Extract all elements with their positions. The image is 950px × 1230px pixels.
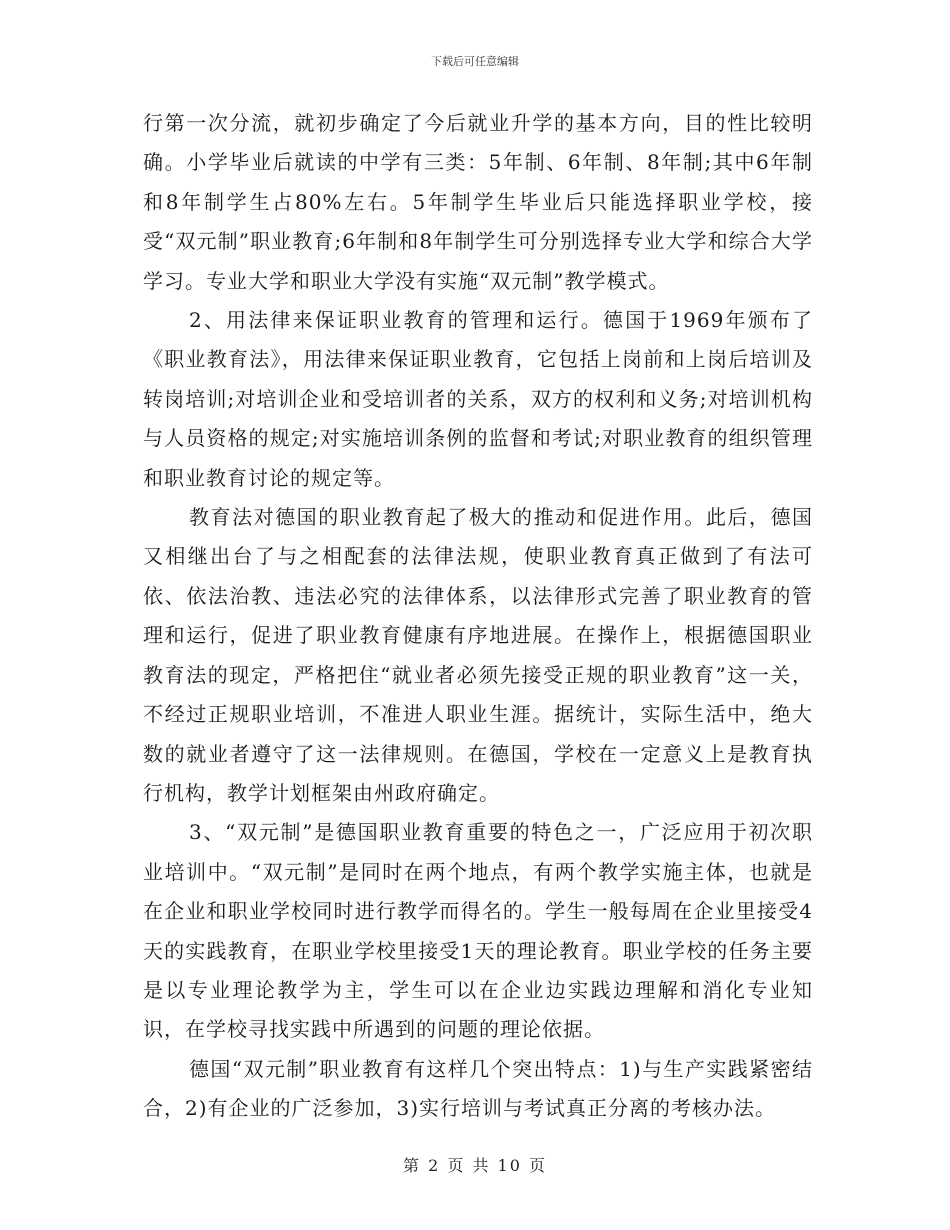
- paragraph-1: 行第一次分流，就初步确定了今后就业升学的基本方向，目的性比较明确。小学毕业后就读的中学有三类：5年制、6年制、8年制;其中6年制和8年制学生占80%左右。5年制学生毕业后只能选择职业学校，接受“双元制”职业教育;6年制和8年制学生可分别选择专业大学和综合大学学习。专业大学和职业大学没有实施“双元制”教学模式。: [143, 111, 813, 293]
- page-header: 下载后可任意编辑: [431, 55, 519, 68]
- page-number-footer: 第 2 页 共 10 页: [403, 1156, 547, 1175]
- paragraph-4: 3、“双元制”是德国职业教育重要的特色之一，广泛应用于初次职业培训中。“双元制”是同时在两个地点，有两个教学实施主体，也就是在企业和职业学校同时进行教学而得名的。学生一般每周在企业里接受4天的实践教育，在职业学校里接受1天的理论教育。职业学校的任务主要是以专业理论教学为主，学生可以在企业边实践边理解和消化专业知识，在学校寻找实践中所遇到的问题的理论依据。: [143, 820, 813, 1042]
- paragraph-5: 德国“双元制”职业教育有这样几个突出特点：1)与生产实践紧密结合，2)有企业的广泛参加，3)实行培训与考试真正分离的考核办法。: [143, 1056, 813, 1121]
- paragraph-2: 2、用法律来保证职业教育的管理和运行。德国于1969年颁布了《职业教育法》，用法律来保证职业教育，它包括上岗前和上岗后培训及转岗培训;对培训企业和受培训者的关系，双方的权利和义务;对培训机构与人员资格的规定;对实施培训条例的监督和考试;对职业教育的组织管理和职业教育讨论的规定等。: [143, 308, 813, 490]
- paragraph-3: 教育法对德国的职业教育起了极大的推动和促进作用。此后，德国又相继出台了与之相配套的法律法规，使职业教育真正做到了有法可依、依法治教、违法必究的法律体系，以法律形式完善了职业教育的管理和运行，促进了职业教育健康有序地进展。在操作上，根据德国职业教育法的现定，严格把住“就业者必须先接受正规的职业教育”这一关，不经过正规职业培训，不准进人职业生涯。据统计，实际生活中，绝大数的就业者遵守了这一法律规则。在德国，学校在一定意义上是教育执行机构，教学计划框架由州政府确定。: [143, 505, 813, 805]
- document-body: [143, 104, 813, 1129]
